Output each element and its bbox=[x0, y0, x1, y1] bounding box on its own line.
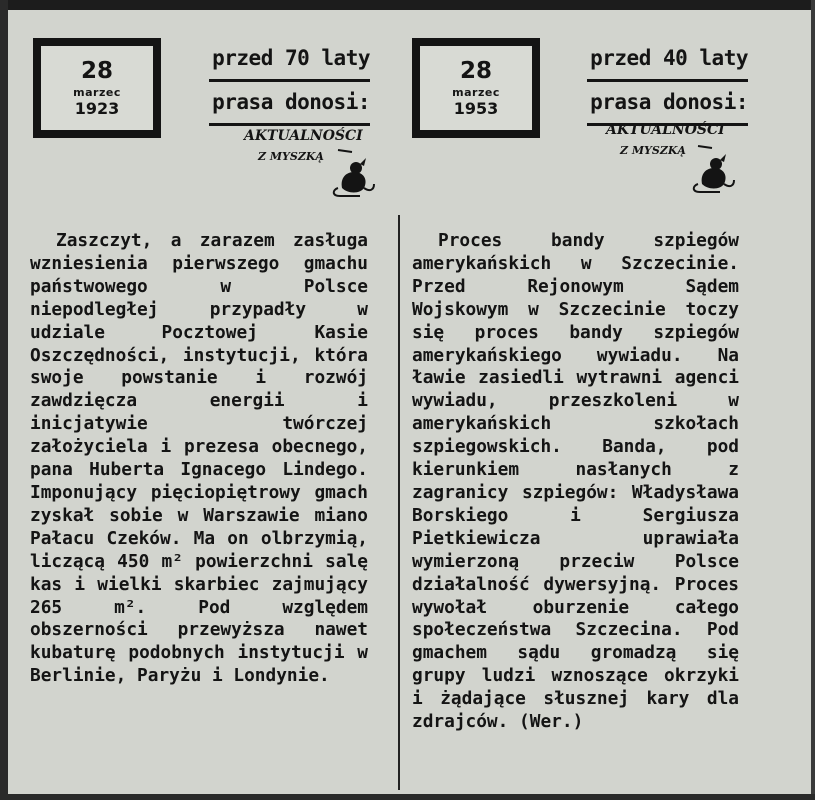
right-header-line1: przed 40 laty bbox=[590, 46, 748, 70]
column-divider bbox=[398, 215, 400, 790]
mouse-icon bbox=[690, 144, 738, 196]
left-date-day: 28 bbox=[80, 57, 113, 84]
left-logo-line2: Z MYSZKĄ bbox=[258, 150, 324, 163]
top-border bbox=[0, 0, 815, 10]
right-article bbox=[412, 230, 739, 734]
right-border bbox=[811, 0, 815, 800]
left-logo-line1: AKTUALNOŚCI bbox=[244, 128, 363, 144]
right-logo-line2: Z MYSZKĄ bbox=[620, 144, 686, 157]
mouse-icon bbox=[330, 148, 378, 200]
right-date-day: 28 bbox=[459, 57, 492, 84]
right-header bbox=[583, 38, 748, 126]
right-header-line2: prasa donosi: bbox=[590, 90, 748, 114]
left-article bbox=[30, 230, 368, 688]
bottom-border bbox=[0, 794, 815, 800]
left-header-rule2 bbox=[209, 123, 370, 126]
left-date-year: 1923 bbox=[74, 98, 120, 118]
left-article-text: Zaszczyt, a zarazem zasługa wzniesienia pierwszego gmachu państwowego w Polsce niepodległej przypadły w udziale Pocztowej Kasie Oszczędności, instytucji, która swoje powstanie i rozwój zawdzięcza energii i inicjatywie twórczej założyciela i prezesa obecnego, pana Huberta Ignacego Lindego. Imponujący pięciopiętrowy gmach zyskał sobie w Warszawie miano Pałacu Czeków. Ma on olbrzymią, liczącą 450 m² powierzchni salę kas i wielki skarbiec zajmujący 265 m². Pod względem obszerności przewyższa nawet kubaturę podobnych instytucji w Berlinie, Paryżu i Londynie. bbox=[30, 230, 368, 687]
right-date-month: marzec bbox=[452, 85, 500, 99]
left-header-line2: prasa donosi: bbox=[212, 90, 370, 114]
left-logo bbox=[240, 128, 370, 198]
left-header bbox=[205, 38, 370, 126]
left-border bbox=[0, 0, 8, 800]
left-date-box bbox=[33, 38, 161, 138]
left-header-line1: przed 70 laty bbox=[212, 46, 370, 70]
right-date-box bbox=[412, 38, 540, 138]
right-logo-line1: AKTUALNOŚCI bbox=[606, 122, 725, 138]
left-date-month: marzec bbox=[73, 85, 121, 99]
right-article-text: Proces bandy szpiegów amerykańskich w Szczecinie. Przed Rejonowym Sądem Wojskowym w Szczecinie toczy się proces bandy szpiegów amerykańskiego wywiadu. Na ławie zasiedli wytrawni agenci wywiadu, przeszkoleni w amerykańskich szkołach szpiegowskich. Banda, pod kierunkiem nasłanych z zagranicy szpiegów: Władysława Borskiego i Sergiusza Pietkiewicza uprawiała wymierzoną przeciw Polsce działalność dywersyjną. Proces wywołał oburzenie całego społeczeństwa Szczecina. Pod gmachem sądu gromadzą się grupy ludzi wznoszące okrzyki i żądające słusznej kary dla zdrajców. (Wer.) bbox=[412, 230, 739, 733]
right-date-year: 1953 bbox=[453, 98, 499, 118]
right-logo bbox=[602, 122, 732, 192]
